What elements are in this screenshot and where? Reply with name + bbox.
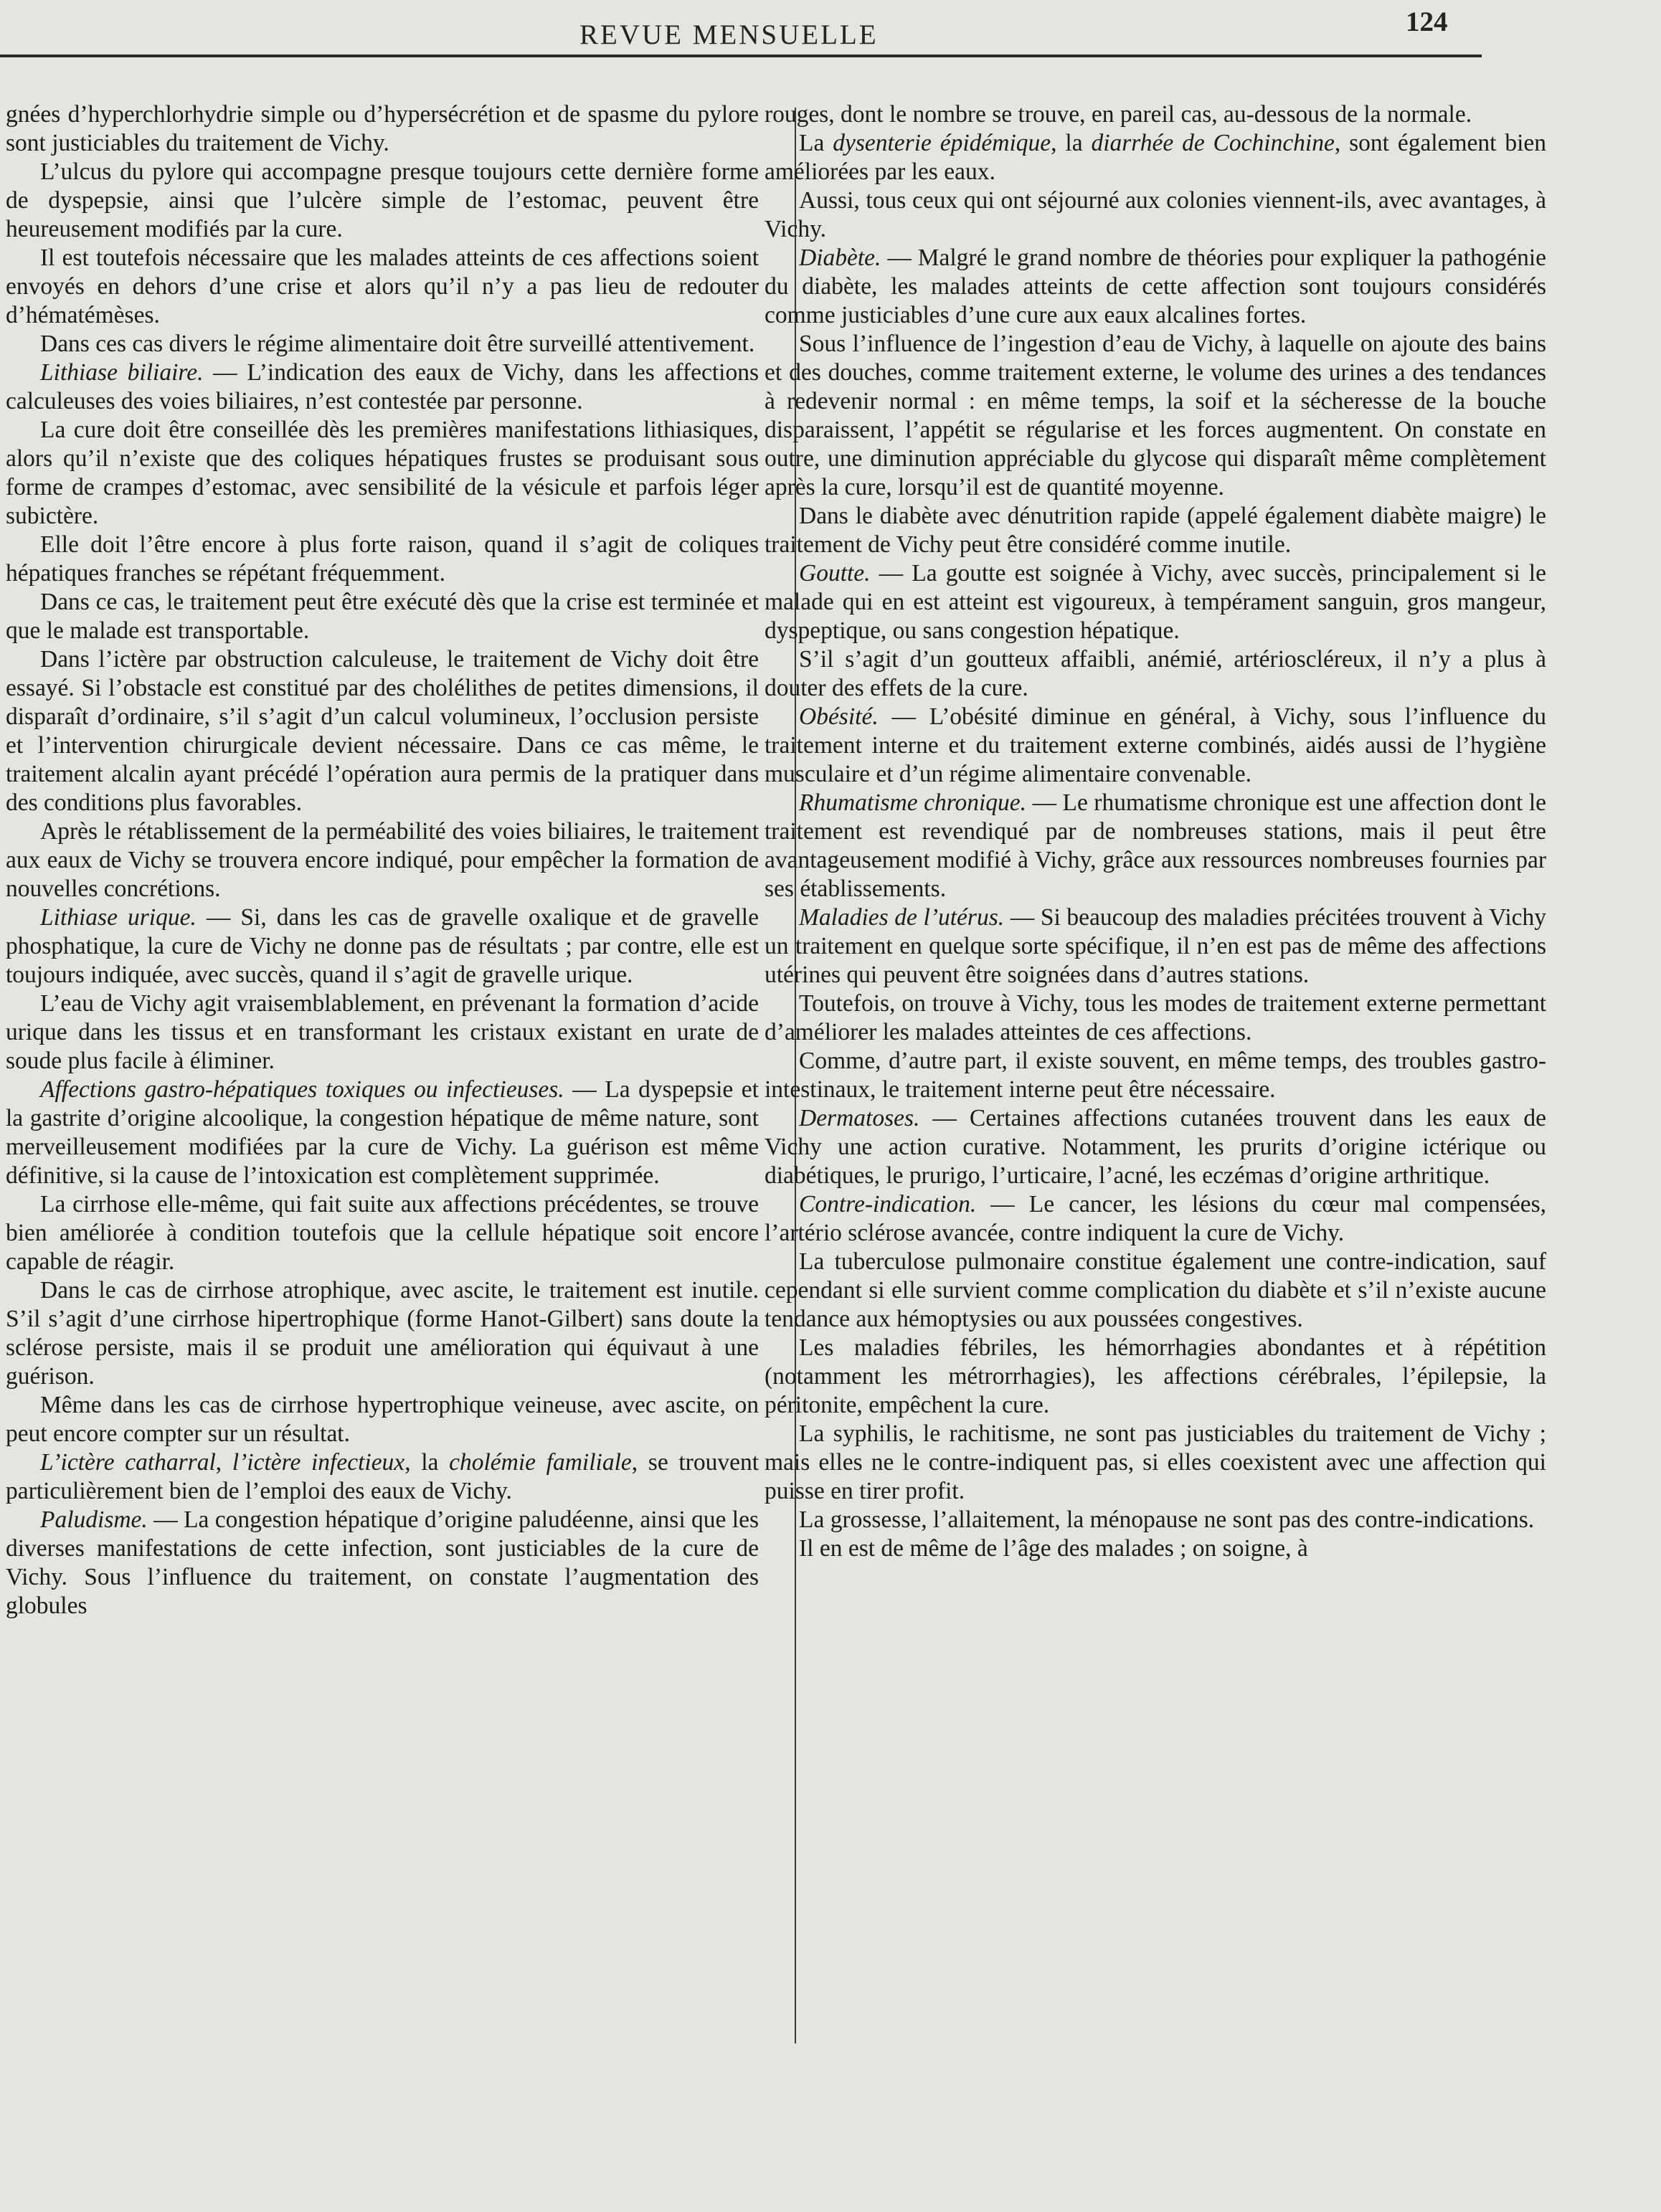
separator-text: , bbox=[215, 1449, 232, 1476]
paragraph: gnées d’hyperchlorhydrie simple ou d’hypersécrétion et de spasme du pylore sont justiciables du traitement de Vichy. bbox=[6, 101, 759, 156]
section-heading: Lithiase biliaire. bbox=[40, 359, 204, 386]
italic-term: cholémie familiale bbox=[449, 1449, 632, 1476]
paragraph bbox=[765, 129, 1546, 186]
section-heading: Goutte. bbox=[799, 560, 871, 587]
paragraph: La syphilis, le rachitisme, ne sont pas justiciables du traitement de Vichy ; mais elles ne le contre-indiquent pas, si elles coexistent avec une affection qui puisse en tirer profit. bbox=[765, 1420, 1546, 1504]
paragraph bbox=[765, 703, 1546, 789]
paragraph: L’eau de Vichy agit vraisemblablement, en prévenant la formation d’acide urique dans les tissus et en transformant les cristaux existant en urate de soude plus facile à éliminer. bbox=[6, 990, 759, 1074]
paragraph-text: — Malgré le grand nombre de théories pour expliquer la pathogénie du diabète, les malades atteints de cette affection sont toujours considérés comme justiciables d’une cure aux eaux alcalines fortes. bbox=[765, 245, 1546, 328]
paragraph: Dans l’ictère par obstruction calculeuse, le traitement de Vichy doit être essayé. Si l’obstacle est constitué par des cholélithes de petites dimensions, il disparaît d’ordinaire, s’il s’agit d’un calcul volumineux, l’occlusion persiste et l’intervention chirurgicale devient nécessaire. Dans ce cas même, le traitement alcalin ayant précédé l’opération aura permis de la pratiquer dans des conditions plus favorables. bbox=[6, 646, 759, 816]
paragraph-text: — L’obésité diminue en général, à Vichy, sous l’influence du traitement interne et du traitement externe combinés, aidés aussi de l’hygiène musculaire et d’un régime alimentaire convenable. bbox=[765, 703, 1546, 787]
separator-text: , la bbox=[404, 1449, 450, 1476]
italic-term: diarrhée de Cochinchine bbox=[1091, 130, 1335, 156]
section-heading: Rhumatisme chronique. bbox=[799, 789, 1027, 816]
paragraph-text: — Si, dans les cas de gravelle oxalique et de gravelle phosphatique, la cure de Vichy ne donne pas de résultats ; par contre, elle est toujours indiquée, avec succès, quand il s’agit de gravelle urique. bbox=[6, 904, 759, 988]
paragraph bbox=[765, 559, 1546, 645]
paragraph-text: — Certaines affections cutanées trouvent dans les eaux de Vichy une action curative. Notamment, les prurits d’origine ictérique ou diabétiques, le prurigo, l’urticaire, l’acné, les eczémas d’origine arthritique. bbox=[765, 1105, 1546, 1189]
paragraph bbox=[765, 1104, 1546, 1190]
right-column bbox=[765, 100, 1546, 1563]
paragraph: Après le rétablissement de la perméabilité des voies biliaires, le traitement aux eaux de Vichy se trouvera encore indiqué, pour empêcher la formation de nouvelles concrétions. bbox=[6, 818, 759, 902]
paragraph-text: — Le cancer, les lésions du cœur mal compensées, l’artério sclérose avancée, contre indiquent la cure de Vichy. bbox=[765, 1191, 1546, 1246]
page-number: 124 bbox=[1406, 6, 1448, 37]
paragraph-text: — Si beaucoup des maladies précitées trouvent à Vichy un traitement en quelque sorte spécifique, il n’en est pas de même des affections utérines qui peuvent être soignées dans d’autres stations. bbox=[765, 904, 1546, 988]
paragraph: Il est toutefois nécessaire que les malades atteints de ces affections soient envoyés en dehors d’une crise et alors qu’il n’y a pas lieu de redouter d’hématémèses. bbox=[6, 245, 759, 328]
paragraph bbox=[6, 903, 759, 989]
paragraph bbox=[765, 1190, 1546, 1248]
paragraph: Aussi, tous ceux qui ont séjourné aux colonies viennent-ils, avec avantages, à Vichy. bbox=[765, 187, 1546, 242]
italic-term: dysenterie épidémique bbox=[833, 130, 1051, 156]
section-heading: Paludisme. bbox=[40, 1506, 148, 1533]
paragraph bbox=[6, 1076, 759, 1190]
paragraph: La grossesse, l’allaitement, la ménopause ne sont pas des contre-indications. bbox=[799, 1506, 1535, 1533]
paragraph: Dans le diabète avec dénutrition rapide (appelé également diabète maigre) le traitement de Vichy peut être considéré comme inutile. bbox=[765, 503, 1546, 558]
separator-text: , la bbox=[1051, 130, 1092, 156]
paragraph bbox=[765, 903, 1546, 989]
paragraph bbox=[6, 1448, 759, 1506]
section-heading: Maladies de l’utérus. bbox=[799, 904, 1005, 931]
paragraph-text: , sont également bien améliorées par les eaux. bbox=[765, 130, 1547, 185]
section-heading: Affections gastro-hépatiques toxiques ou infectieuses. bbox=[40, 1076, 564, 1103]
section-heading: Dermatoses. bbox=[799, 1105, 920, 1131]
paragraph: Elle doit l’être encore à plus forte raison, quand il s’agit de coliques hépatiques franches se répétant fréquemment. bbox=[6, 531, 759, 587]
paragraph: Toutefois, on trouve à Vichy, tous les modes de traitement externe permettant d’améliorer les malades atteintes de ces affections. bbox=[765, 990, 1546, 1045]
paragraph-text: — La congestion hépatique d’origine paludéenne, ainsi que les diverses manifestations de cette infection, sont justiciables de la cure de Vichy. Sous l’influence du traitement, on constate l’augmentation des globules bbox=[6, 1506, 759, 1619]
paragraph: La cirrhose elle-même, qui fait suite aux affections précédentes, se trouve bien améliorée à condition toutefois que la cellule hépatique soit encore capable de réagir. bbox=[6, 1191, 759, 1275]
paragraph: Dans ces cas divers le régime alimentaire doit être surveillé attentivement. bbox=[40, 331, 755, 357]
paragraph: S’il s’agit d’un goutteux affaibli, anémié, artérioscléreux, il n’y a plus à douter des effets de la cure. bbox=[765, 646, 1546, 701]
paragraph: Sous l’influence de l’ingestion d’eau de Vichy, à laquelle on ajoute des bains et des douches, comme traitement externe, le volume des urines a des tendances à redevenir normal : en même temps, la soif et la sécheresse de la bouche disparaissent, l’appétit se régularise et les forces augmentent. On constate en outre, une diminution appréciable du glycose qui disparaît même complètement après la cure, lorsqu’il est de quantité moyenne. bbox=[765, 331, 1546, 500]
paragraph-text: — La dyspepsie et la gastrite d’origine alcoolique, la congestion hépatique de même nature, sont merveilleusement modifiées par la cure de Vichy. La guérison est même définitive, si la cause de l’intoxication est complètement supprimée. bbox=[6, 1076, 759, 1189]
paragraph: Il en est de même de l’âge des malades ; on soigne, à bbox=[799, 1535, 1308, 1562]
left-column bbox=[6, 100, 759, 1620]
section-heading: Obésité. bbox=[799, 703, 879, 730]
paragraph-text: La bbox=[799, 130, 833, 156]
section-heading: Diabète. bbox=[799, 245, 881, 271]
paragraph: La tuberculose pulmonaire constitue également une contre-indication, sauf cependant si elle survient comme complication du diabète et s’il n’existe aucune tendance aux hémoptysies ou aux poussées congestives. bbox=[765, 1248, 1546, 1332]
paragraph bbox=[6, 359, 759, 416]
running-header: REVUE MENSUELLE bbox=[579, 19, 879, 50]
italic-term: l’ictère infectieux bbox=[232, 1449, 405, 1476]
paragraph-text: — L’indication des eaux de Vichy, dans les affections calculeuses des voies biliaires, n’est contestée par personne. bbox=[6, 359, 759, 414]
paragraph: Comme, d’autre part, il existe souvent, en même temps, des troubles gastro-intestinaux, le traitement interne peut être nécessaire. bbox=[765, 1048, 1546, 1103]
paragraph: La cure doit être conseillée dès les premières manifestations lithiasiques, alors qu’il n’existe que des coliques hépatiques frustes se produisant sous forme de crampes d’estomac, avec sensibilité de la vésicule et parfois léger subictère. bbox=[6, 417, 759, 529]
paragraph-text: , se trouvent particulièrement bien de l’emploi des eaux de Vichy. bbox=[6, 1449, 759, 1504]
paragraph-text: — La goutte est soignée à Vichy, avec succès, principalement si le malade qui en est atteint est vigoureux, à tempérament sanguin, gros mangeur, dyspeptique, ou sans congestion hépatique. bbox=[765, 560, 1546, 644]
paragraph: Dans ce cas, le traitement peut être exécuté dès que la crise est terminée et que le malade est transportable. bbox=[6, 589, 759, 644]
paragraph: rouges, dont le nombre se trouve, en pareil cas, au-dessous de la normale. bbox=[765, 101, 1472, 128]
paragraph-text: — Le rhumatisme chronique est une affection dont le traitement est revendiqué par de nombreuses stations, mais il peut être avantageusement modifié à Vichy, grâce aux ressources nombreuses fournies par ses établissements. bbox=[765, 789, 1546, 902]
paragraph bbox=[765, 244, 1546, 330]
italic-term: L’ictère catharral bbox=[40, 1449, 216, 1476]
paragraph: Dans le cas de cirrhose atrophique, avec ascite, le traitement est inutile. S’il s’agit d’une cirrhose hipertrophique (forme Hanot-Gilbert) sans doute la sclérose persiste, mais il se produit une amélioration qui équivaut à une guérison. bbox=[6, 1277, 759, 1390]
paragraph: L’ulcus du pylore qui accompagne presque toujours cette dernière forme de dyspepsie, ainsi que l’ulcère simple de l’estomac, peuvent être heureusement modifiés par la cure. bbox=[6, 158, 759, 242]
section-heading: Lithiase urique. bbox=[40, 904, 197, 931]
paragraph: Même dans les cas de cirrhose hypertrophique veineuse, avec ascite, on peut encore compter sur un résultat. bbox=[6, 1392, 759, 1447]
header-rule bbox=[0, 54, 1482, 57]
paragraph bbox=[6, 1506, 759, 1620]
paragraph: Les maladies fébriles, les hémorrhagies abondantes et à répétition (notamment les métrorrhagies), les affections cérébrales, l’épilepsie, la péritonite, empêchent la cure. bbox=[765, 1334, 1546, 1418]
section-heading: Contre-indication. bbox=[799, 1191, 977, 1217]
paragraph bbox=[765, 789, 1546, 903]
